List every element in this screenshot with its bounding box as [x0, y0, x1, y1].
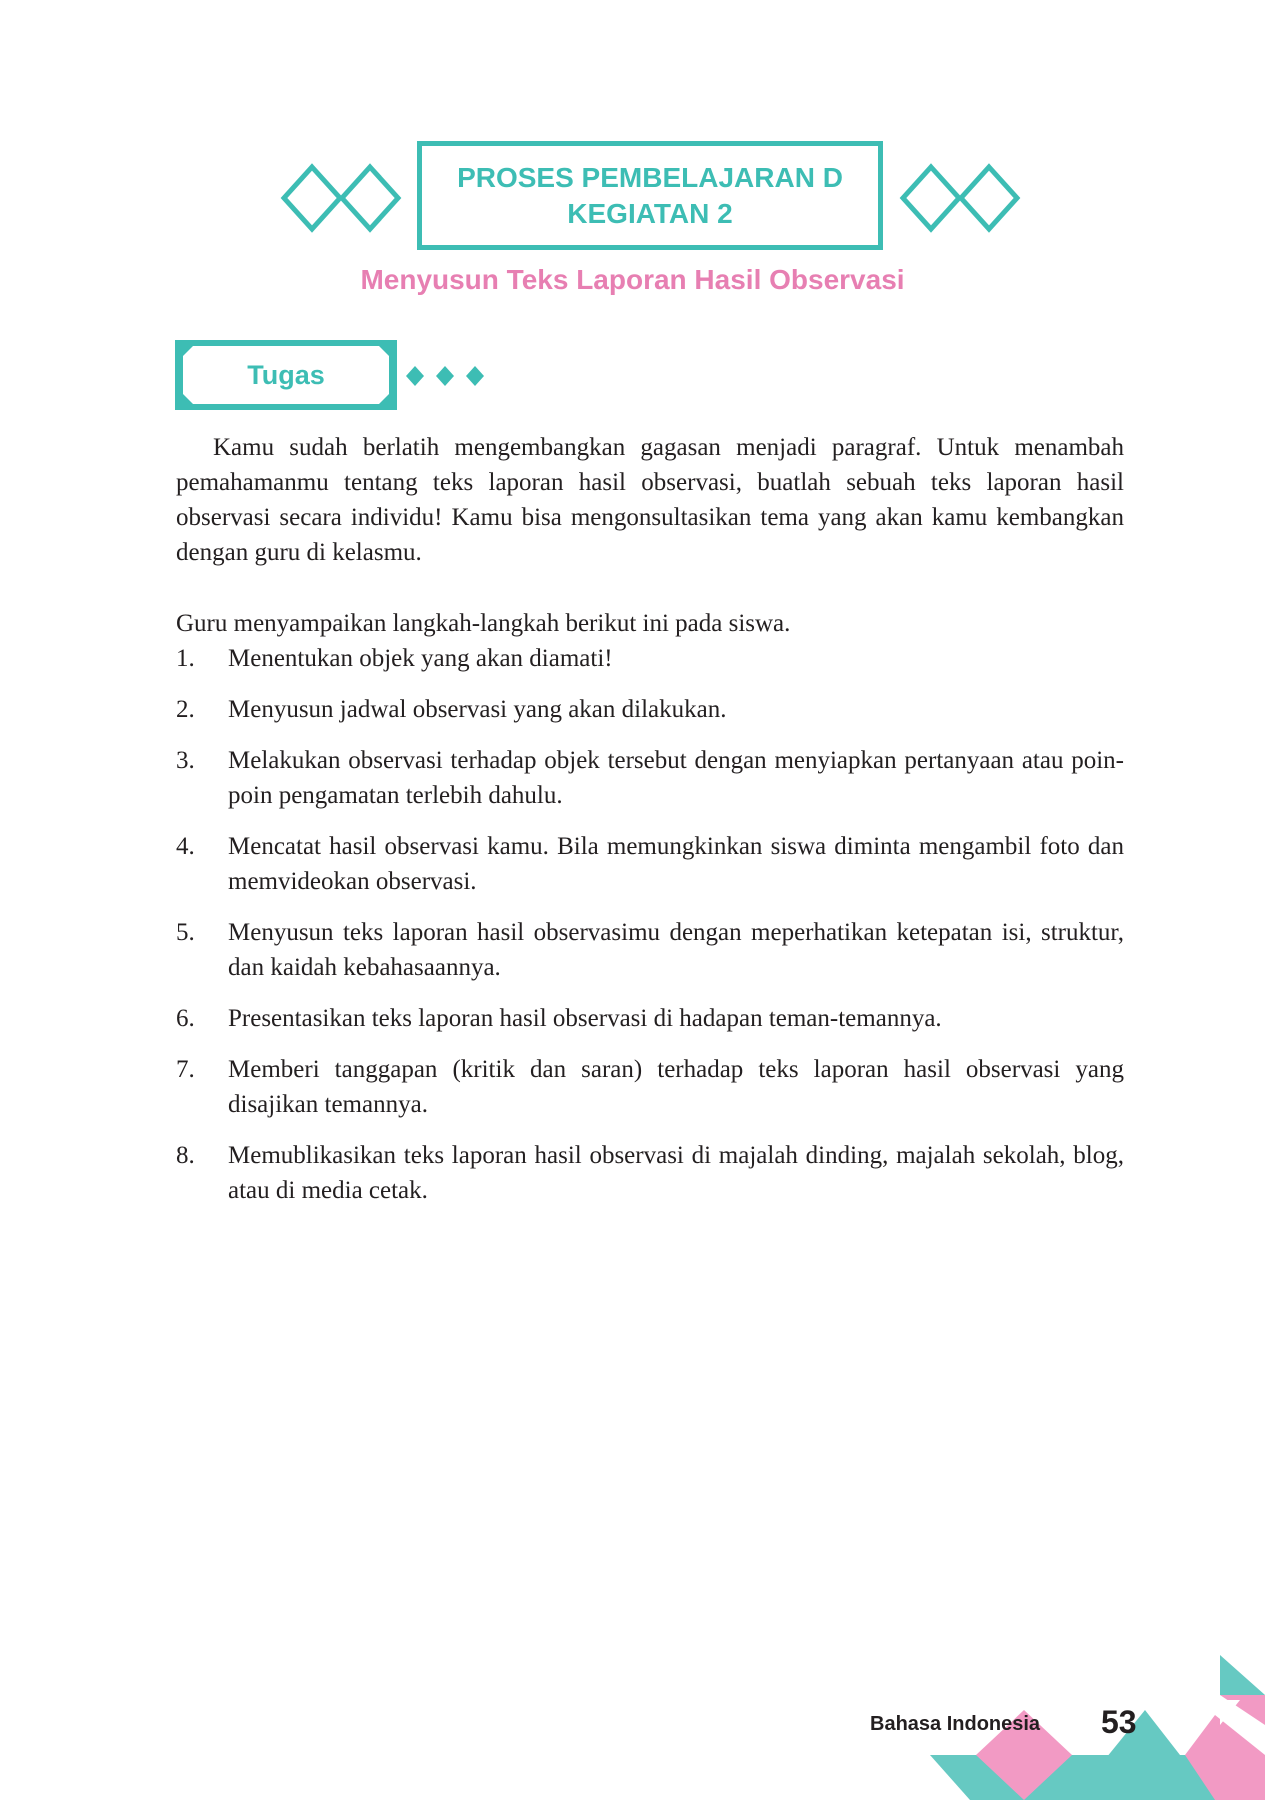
step-text: Melakukan observasi terhadap objek tersebut dengan menyiapkan pertanyaan atau poin-poin pengamatan terlebih dahulu. — [228, 747, 1124, 809]
step-number: 2. — [176, 696, 195, 723]
step-number: 1. — [176, 645, 195, 672]
step-text: Menyusun jadwal observasi yang akan dilakukan. — [228, 696, 727, 723]
tugas-badge — [175, 340, 397, 410]
list-item — [176, 1138, 1124, 1208]
list-item — [176, 915, 1124, 985]
list-item — [176, 1052, 1124, 1122]
step-text: Mencatat hasil observasi kamu. Bila memungkinkan siswa diminta mengambil foto dan memvideokan observasi. — [228, 833, 1124, 895]
step-number: 3. — [176, 747, 195, 774]
tugas-label: Tugas — [247, 359, 325, 390]
step-number: 8. — [176, 1142, 195, 1169]
list-item — [176, 692, 1124, 727]
step-text: Memublikasikan teks laporan hasil observasi di majalah dinding, majalah sekolah, blog, atau di media cetak. — [228, 1142, 1124, 1204]
steps-list — [176, 641, 1124, 1208]
list-item — [176, 641, 1124, 676]
steps-lead: Guru menyampaikan langkah-langkah berikut ini pada siswa. — [176, 610, 791, 637]
step-text: Menentukan objek yang akan diamati! — [228, 645, 613, 672]
step-number: 6. — [176, 1005, 195, 1032]
body-content — [176, 430, 1124, 1224]
header-diamonds-right-icon — [899, 163, 1023, 233]
section-header-line2: KEGIATAN 2 — [567, 197, 733, 229]
section-subtitle: Menyusun Teks Laporan Hasil Observasi — [360, 264, 905, 295]
step-text: Presentasikan teks laporan hasil observasi di hadapan teman-temannya. — [228, 1005, 942, 1032]
header-diamonds-left-icon — [280, 163, 404, 233]
step-number: 7. — [176, 1056, 195, 1083]
step-number: 5. — [176, 919, 195, 946]
step-text: Menyusun teks laporan hasil observasimu dengan meperhatikan ketepatan isi, struktur, dan kaidah kebahasaannya. — [228, 919, 1124, 981]
list-item — [176, 1001, 1124, 1036]
section-header — [417, 141, 883, 250]
intro-paragraph: Kamu sudah berlatih mengembangkan gagasan menjadi paragraf. Untuk menambah pemahamanmu tentang teks laporan hasil observasi, buatlah sebuah teks laporan hasil observasi secara individu! Kamu bisa mengonsultasikan tema yang akan kamu kembangkan dengan guru di kelasmu. — [176, 434, 1124, 566]
step-number: 4. — [176, 833, 195, 860]
page-number: 53 — [1101, 1704, 1137, 1740]
footer-book-title: Bahasa Indonesia — [870, 1713, 1041, 1735]
list-item — [176, 829, 1124, 899]
tugas-diamonds-icon — [404, 364, 486, 388]
list-item — [176, 743, 1124, 813]
step-text: Memberi tanggapan (kritik dan saran) terhadap teks laporan hasil observasi yang disajikan temannya. — [228, 1056, 1124, 1118]
section-header-line1: PROSES PEMBELAJARAN D — [457, 161, 843, 193]
